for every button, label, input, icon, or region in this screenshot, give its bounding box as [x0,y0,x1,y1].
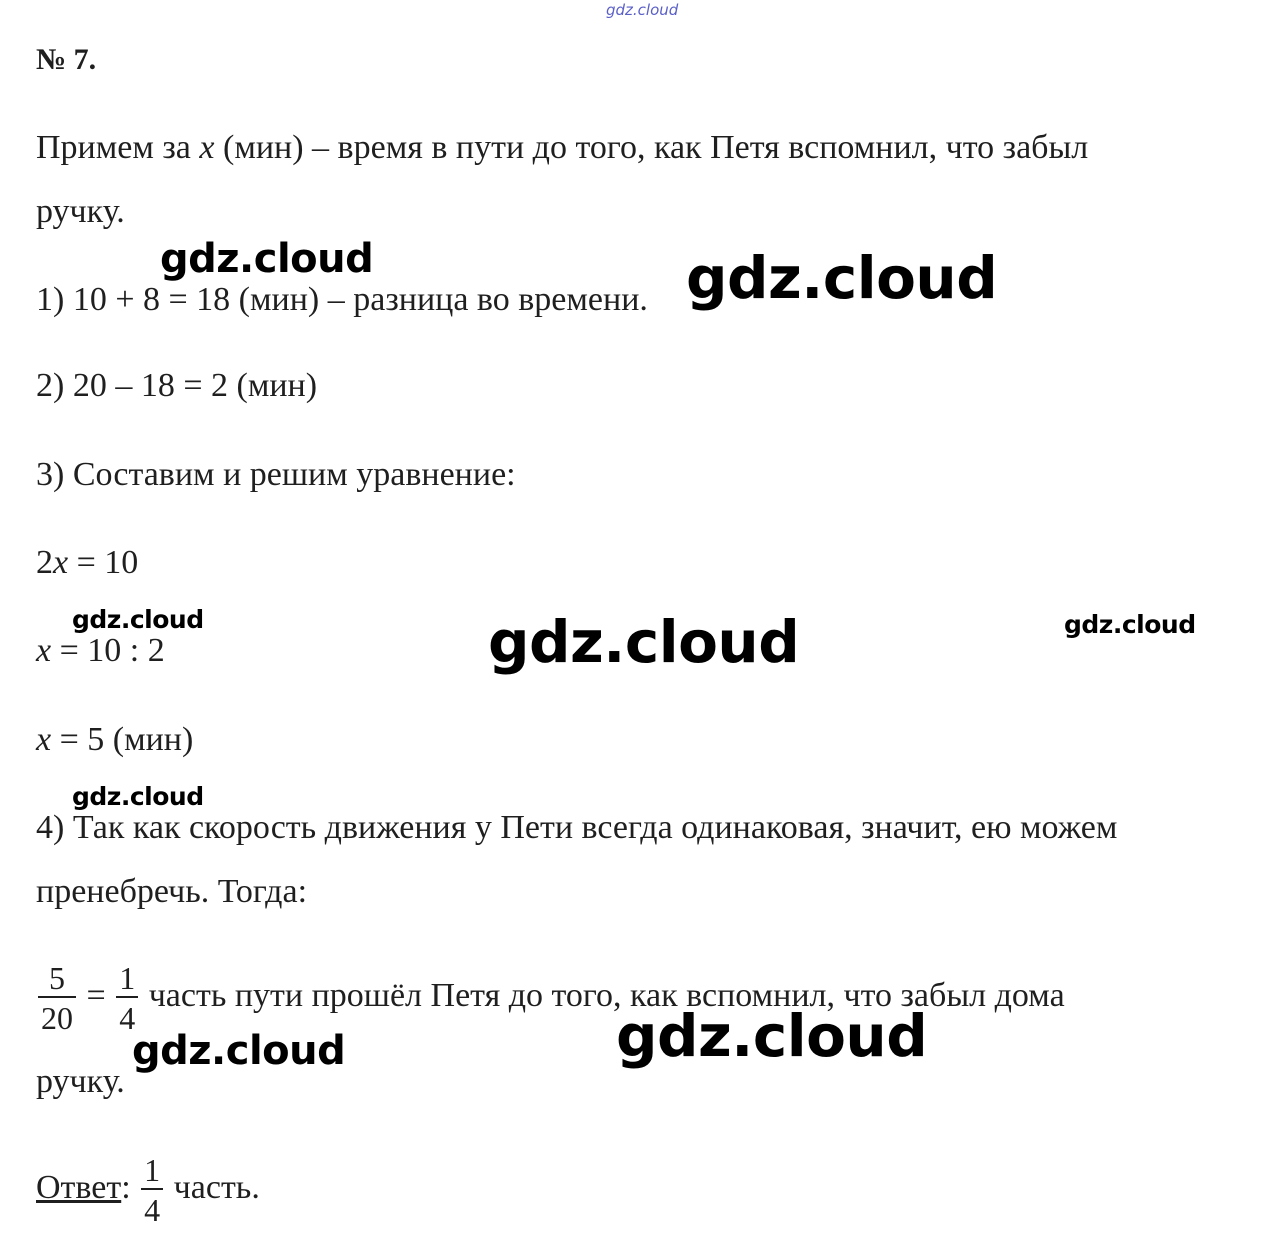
equation-3-rest: = 5 (мин) [51,721,194,758]
equation-3 [36,720,193,760]
answer-colon: : [121,1169,131,1206]
fraction-5-20 [38,960,76,1037]
step-2: 2) 20 – 18 = 2 (мин) [36,367,318,404]
equation-1 [36,543,138,583]
equation-2 [36,631,165,671]
intro-variable: x [199,129,215,166]
equation-1-coef: 2 [36,544,53,581]
fraction-denominator: 4 [144,1192,161,1229]
intro-text-b: (мин) – время в пути до того, как Петя вспомнил, что забыл [214,129,1089,166]
answer-label: Ответ [36,1169,122,1206]
step-4-continuation: пренебречь. Тогда: [36,873,308,910]
equation-1-rest: = 10 [68,544,139,581]
step-3: 3) Составим и решим уравнение: [36,456,516,493]
fraction-denominator: 20 [41,1000,73,1037]
fraction-explanation: часть пути прошёл Петя до того, как вспомнил, что забыл дома [148,977,1065,1014]
watermark: gdz.cloud [488,608,800,676]
step-4: 4) Так как скорость движения у Пети всегда одинаковая, значит, ею можем [36,809,1118,846]
watermark: gdz.cloud [72,782,204,811]
fraction-numerator: 1 [116,962,138,998]
watermark: gdz.cloud [160,236,374,282]
intro-text-a: Примем за [36,129,200,166]
fraction-line-continuation: ручку. [36,1063,125,1100]
watermark: gdz.cloud [1064,610,1196,639]
equation-2-rest: = 10 : 2 [51,632,165,669]
step-1: 1) 10 + 8 = 18 (мин) – разница во времени. [36,281,648,318]
watermark: gdz.cloud [616,1002,928,1070]
intro-continuation: ручку. [36,193,125,230]
answer-text: часть. [173,1169,260,1206]
problem-title: № 7. [36,43,97,76]
intro-line [36,128,1088,168]
fraction-1-4 [116,960,138,1037]
watermark: gdz.cloud [132,1028,346,1074]
answer-fraction [141,1152,163,1229]
fraction-numerator: 5 [38,962,76,998]
watermark: gdz.cloud [686,244,998,312]
equation-2-variable: x [36,632,52,669]
equals-sign: = [86,977,106,1014]
fraction-denominator: 4 [119,1000,136,1037]
fraction-numerator: 1 [141,1154,163,1190]
answer-line [36,1152,260,1229]
equation-3-variable: x [36,721,52,758]
watermark-top: gdz.cloud [606,1,679,19]
equation-1-variable: x [53,544,69,581]
watermark: gdz.cloud [72,605,204,634]
